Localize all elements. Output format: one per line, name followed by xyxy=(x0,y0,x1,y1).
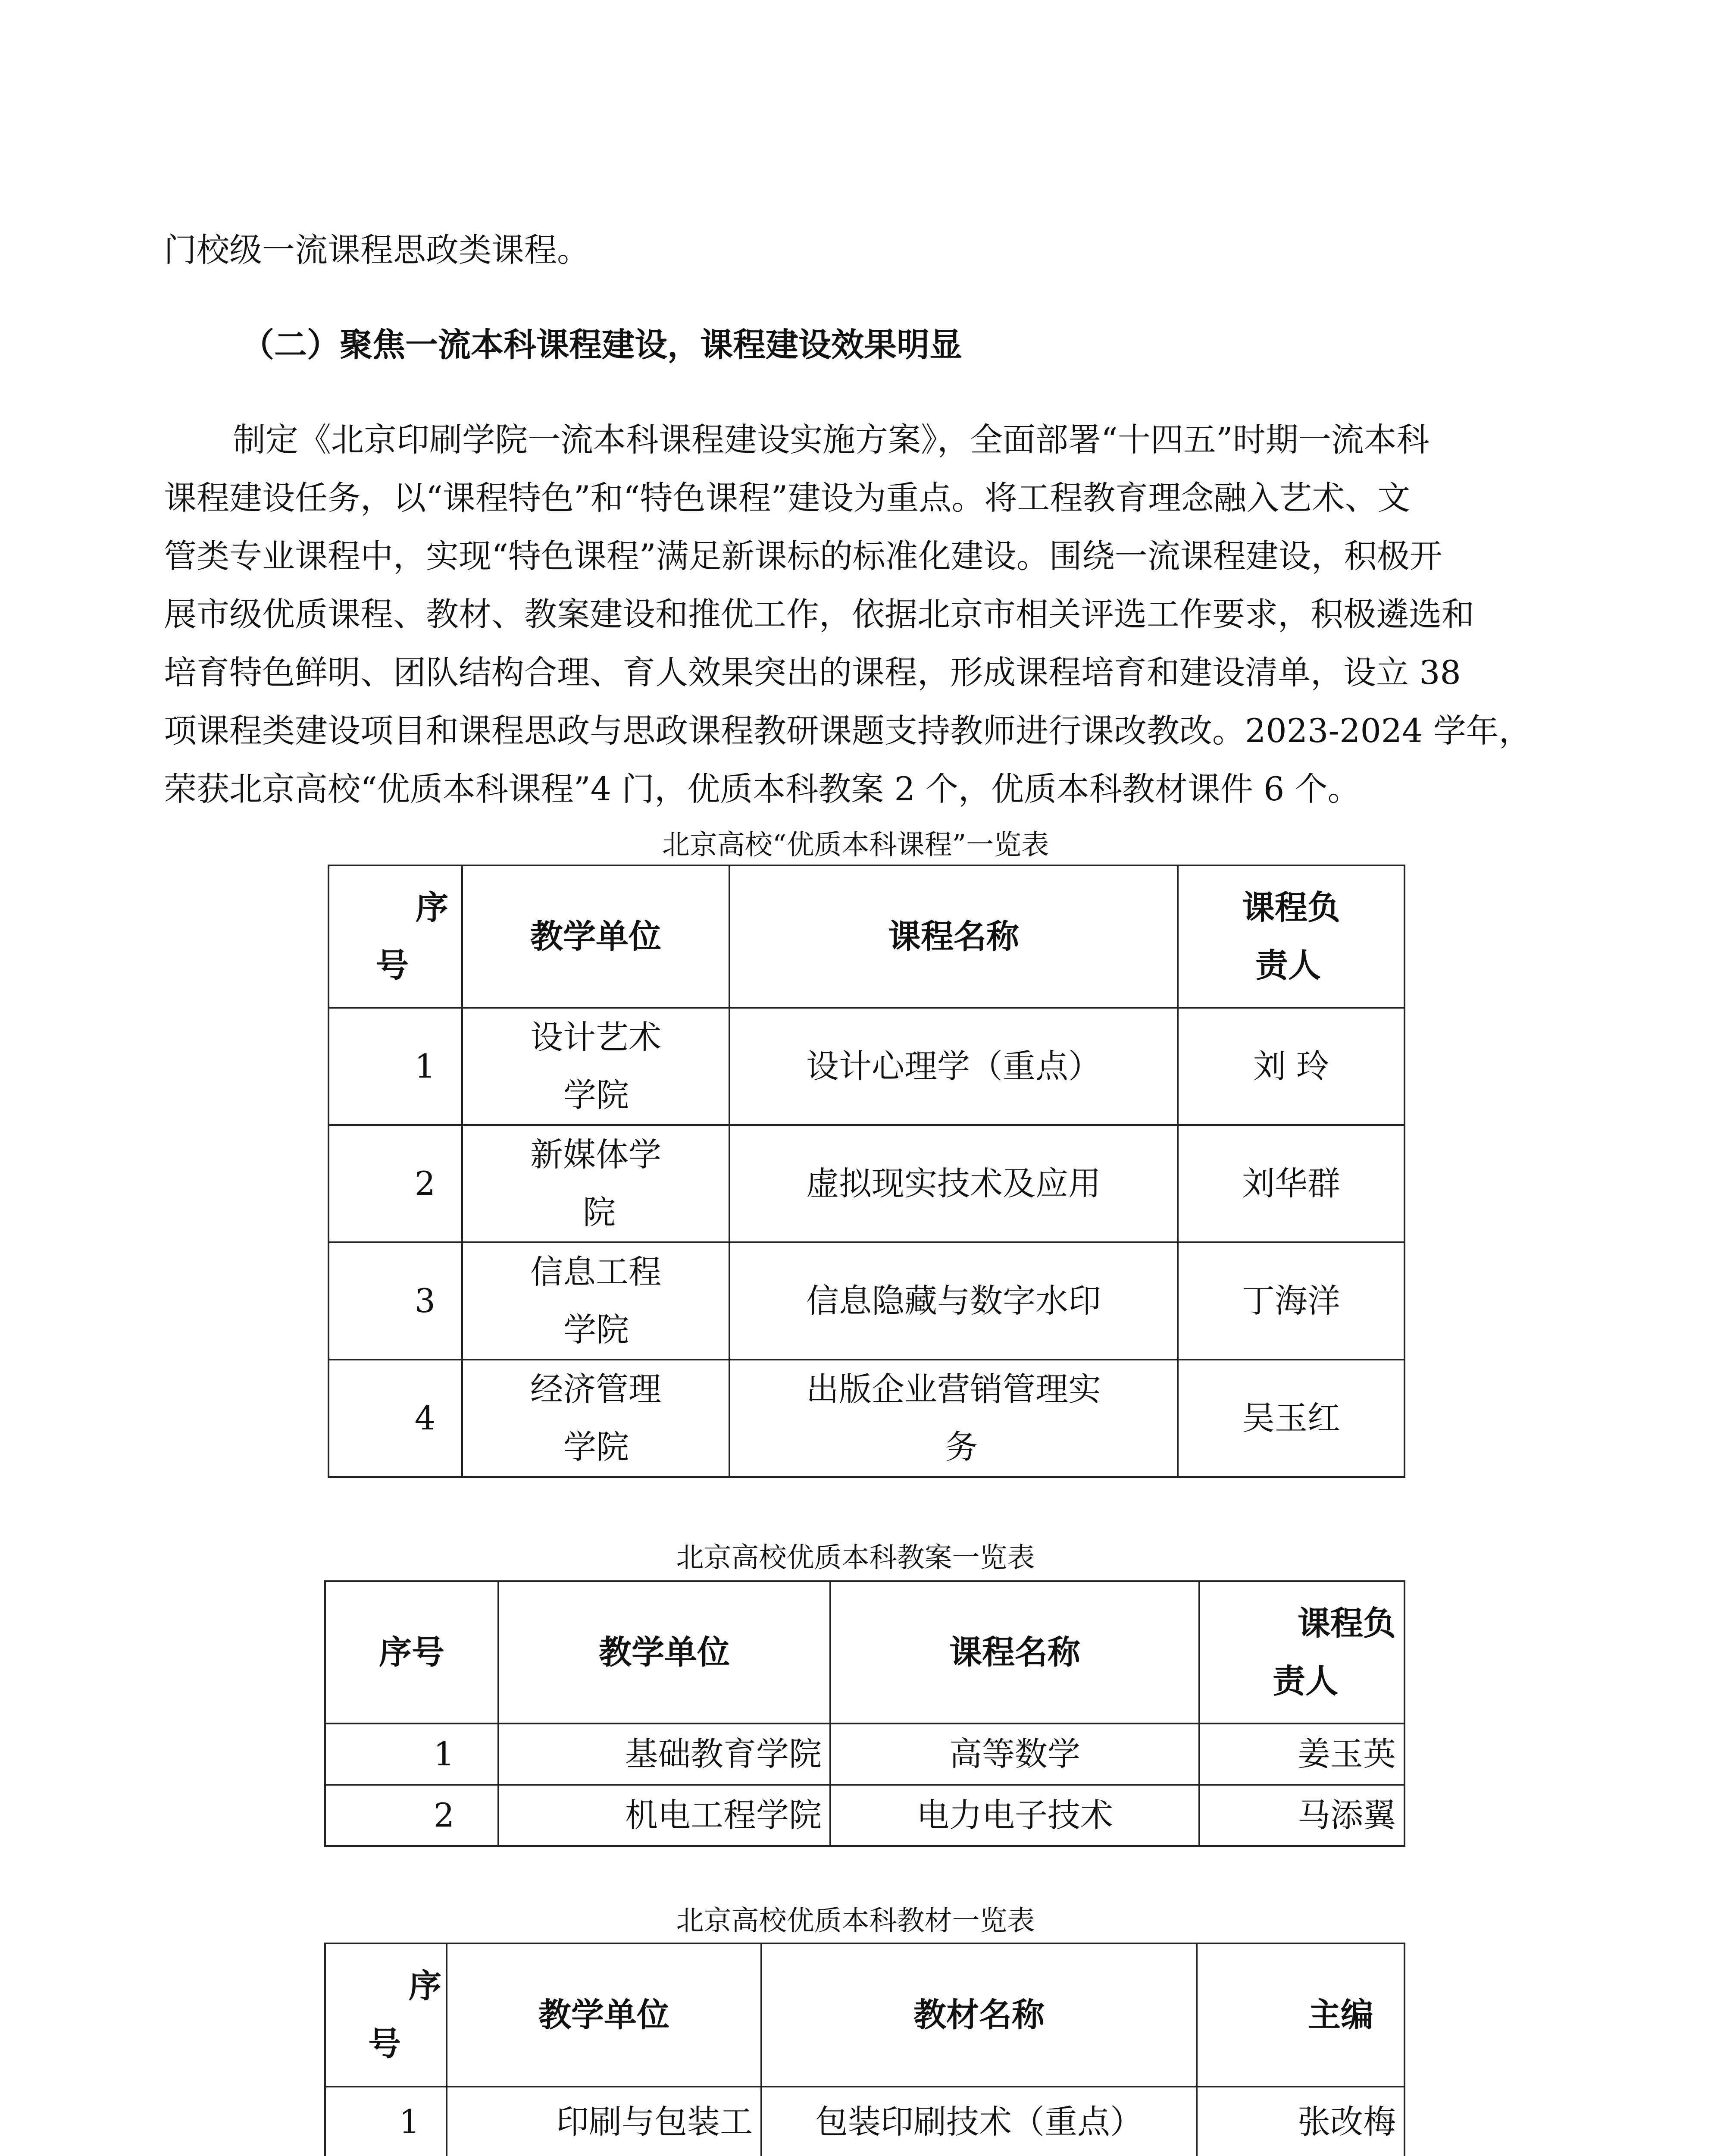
paragraph-line: 制定《北京印刷学院一流本科课程建设实施方案》，全面部署“十四五”时期一流本科 xyxy=(233,420,1429,459)
row-owner: 丁海洋 xyxy=(1178,1242,1404,1360)
header-owner: 课程负 责人 xyxy=(1178,865,1404,1008)
paragraph-line: 管类专业课程中，实现“特色课程”满足新课标的标准化建设。围绕一流课程建设，积极开 xyxy=(164,537,1442,575)
row-editor: 张改梅 xyxy=(1197,2087,1404,2156)
paragraph-line: 培育特色鲜明、团队结构合理、育人效果突出的课程，形成课程培育和建设清单，设立 38 xyxy=(164,653,1461,692)
table-row xyxy=(328,1008,1404,1125)
table-row xyxy=(328,1242,1404,1360)
header-course: 课程名称 xyxy=(729,865,1178,1008)
row-no: 4 xyxy=(328,1360,462,1477)
table-row xyxy=(325,2087,1404,2156)
row-owner: 姜玉英 xyxy=(1199,1724,1404,1785)
paragraph-line: 项课程类建设项目和课程思政与思政课程教研课题支持教师进行课改教改。2023-2024 学年， xyxy=(164,711,1532,750)
header-editor: 主编 xyxy=(1197,1943,1404,2087)
row-no: 1 xyxy=(325,1724,498,1785)
row-unit: 设计艺术 学院 xyxy=(462,1008,729,1125)
table-row xyxy=(325,1785,1404,1846)
header-course: 课程名称 xyxy=(830,1581,1199,1724)
table-header-row xyxy=(325,1943,1404,2087)
table-header-row xyxy=(325,1581,1404,1724)
paragraph-line: 门校级一流课程思政类课程。 xyxy=(164,231,590,269)
header-unit: 教学单位 xyxy=(498,1581,830,1724)
table3-caption: 北京高校优质本科教材一览表 xyxy=(676,1905,1035,1937)
row-no: 1 xyxy=(328,1008,462,1125)
row-owner: 马添翼 xyxy=(1199,1785,1404,1846)
row-unit: 新媒体学 院 xyxy=(462,1125,729,1242)
row-unit: 信息工程 学院 xyxy=(462,1242,729,1360)
table-row xyxy=(328,1125,1404,1242)
header-owner: 课程负 责人 xyxy=(1199,1581,1404,1724)
row-course: 设计心理学（重点） xyxy=(729,1008,1178,1125)
textbook-table xyxy=(324,1943,1405,2156)
row-owner: 刘华群 xyxy=(1178,1125,1404,1242)
row-unit: 经济管理 学院 xyxy=(462,1360,729,1477)
header-no: 序号 xyxy=(325,1581,498,1724)
row-course: 高等数学 xyxy=(830,1724,1199,1785)
paragraph-line: 展市级优质课程、教材、教案建设和推优工作，依据北京市相关评选工作要求，积极遴选和 xyxy=(164,595,1474,633)
row-course: 信息隐藏与数字水印 xyxy=(729,1242,1178,1360)
row-course: 出版企业营销管理实 务 xyxy=(729,1360,1178,1477)
row-book: 包装印刷技术（重点） xyxy=(761,2087,1197,2156)
row-course: 虚拟现实技术及应用 xyxy=(729,1125,1178,1242)
header-no: 序 号 xyxy=(328,865,462,1008)
header-unit: 教学单位 xyxy=(462,865,729,1008)
table2-caption: 北京高校优质本科教案一览表 xyxy=(676,1542,1035,1574)
row-no: 2 xyxy=(325,1785,498,1846)
paragraph-line: 荣获北京高校“优质本科课程”4 门，优质本科教案 2 个，优质本科教材课件 6 个。 xyxy=(164,770,1361,808)
header-book: 教材名称 xyxy=(761,1943,1197,2087)
lesson-plan-table xyxy=(324,1580,1405,1847)
row-course: 电力电子技术 xyxy=(830,1785,1199,1846)
table-row xyxy=(328,1360,1404,1477)
header-unit: 教学单位 xyxy=(447,1943,761,2087)
table-header-row xyxy=(328,865,1404,1008)
paragraph-line: 课程建设任务，以“课程特色”和“特色课程”建设为重点。将工程教育理念融入艺术、文 xyxy=(164,479,1411,517)
course-table xyxy=(328,865,1405,1478)
section-heading: （二）聚焦一流本科课程建设，课程建设效果明显 xyxy=(241,326,962,364)
row-unit: 印刷与包装工 xyxy=(447,2087,761,2156)
row-no: 2 xyxy=(328,1125,462,1242)
header-no: 序 号 xyxy=(325,1943,447,2087)
row-unit: 基础教育学院 xyxy=(498,1724,830,1785)
row-owner: 刘 玲 xyxy=(1178,1008,1404,1125)
row-owner: 吴玉红 xyxy=(1178,1360,1404,1477)
row-no: 1 xyxy=(325,2087,447,2156)
row-no: 3 xyxy=(328,1242,462,1360)
table-row xyxy=(325,1724,1404,1785)
table1-caption: 北京高校“优质本科课程”一览表 xyxy=(662,829,1049,861)
row-unit: 机电工程学院 xyxy=(498,1785,830,1846)
